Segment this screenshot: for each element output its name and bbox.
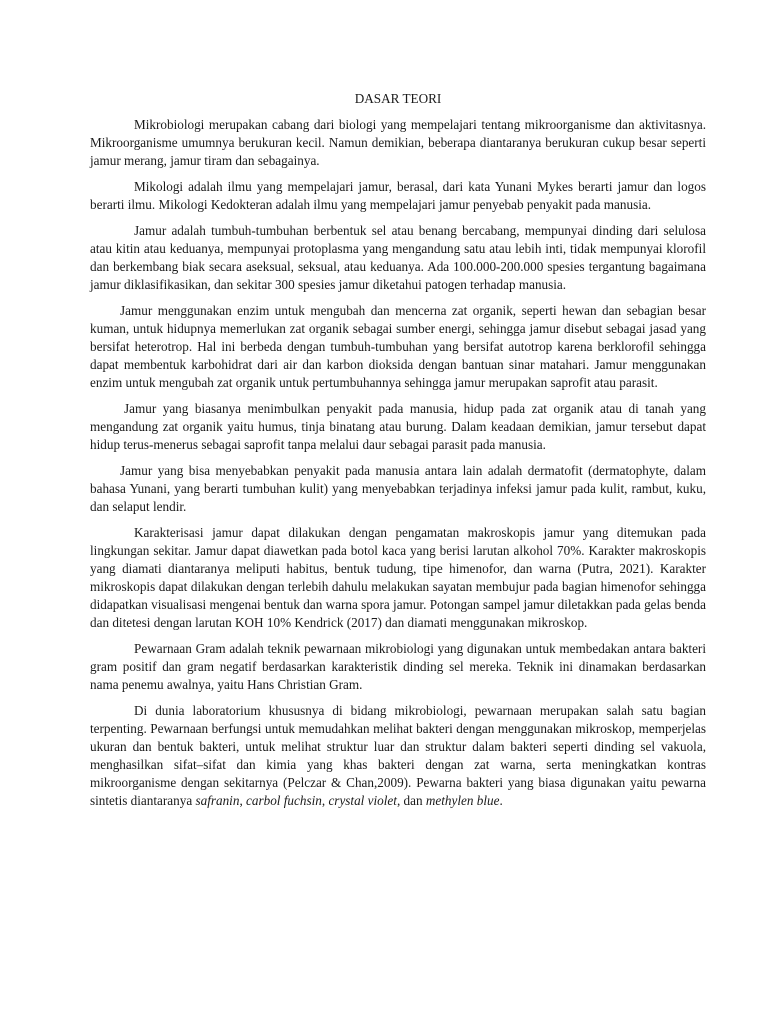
stain-safranin: safranin <box>195 793 240 808</box>
paragraph-dermatofit: Jamur yang bisa menyebabkan penyakit pada manusia antara lain adalah dermatofit (dermatophyte, dalam bahasa Yunani, yang berarti tumbuhan kulit) yang menyebabkan terjadinya infeksi jamur pada kulit, rambut, kuku, dan selaput lendir. <box>90 463 706 514</box>
paragraph-jamur-penyakit: Jamur yang biasanya menimbulkan penyakit pada manusia, hidup pada zat organik atau di tanah yang mengandung zat organik yaitu humus, tinja binatang atau burung. Dalam keadaan demikian, jamur tersebut dapat hidup terus-menerus sebagai saprofit tanpa melalui daur sebagai parasit pada manusia. <box>90 401 706 452</box>
stain-carbol-fuchsin: carbol fuchsin <box>246 793 322 808</box>
stain-methylen-blue: methylen blue <box>425 793 500 808</box>
paragraph-karakterisasi: Karakterisasi jamur dapat dilakukan dengan pengamatan makroskopis jamur yang ditemukan pada lingkungan sekitar. Jamur dapat diawetkan pada botol kaca yang berisi larutan alkohol 70%. Karakter makroskopis yang diamati diantaranya meliputi habitus, bentuk tudung, tipe himenofor, dan warna (Putra, 2021). Karakter mikroskopis dapat dilakukan dengan terlebih dahulu melakukan sayatan membujur pada bagian himenofor sehingga didapatkan visualisasi mengenai bentuk dan warna spora jamur. Potongan sampel jamur diletakkan pada gelas benda dan ditetesi dengan larutan KOH 10% Kendrick (2017) dan diamati menggunakan mikroskop. <box>90 525 706 630</box>
separator: , <box>321 793 329 808</box>
paragraph-mikologi: Mikologi adalah ilmu yang mempelajari jamur, berasal, dari kata Yunani Mykes berarti jamur dan logos berarti ilmu. Mikologi Kedokteran adalah ilmu yang mempelajari jamur penyebab penyakit pada manusia. <box>90 179 706 212</box>
paragraph-end: . <box>499 793 503 808</box>
separator: , dan <box>396 793 426 808</box>
paragraph-mikrobiologi: Mikrobiologi merupakan cabang dari biologi yang mempelajari tentang mikroorganisme dan aktivitasnya. Mikroorganisme umumnya berukuran kecil. Namun demikian, beberapa diantaranya berukuran cukup besar seperti jamur merang, jamur tiram dan sebagainya. <box>90 117 706 168</box>
paragraph-jamur-enzim: Jamur menggunakan enzim untuk mengubah dan mencerna zat organik, seperti hewan dan sebagian besar kuman, untuk hidupnya memerlukan zat organik sebagai sumber energi, sehingga jamur disebut sebagai jasad yang bersifat heterotrop. Hal ini berbeda dengan tumbuh-tumbuhan yang bersifat autotrop karena berklorofil sehingga dapat membentuk karbohidrat dari air dan karbon dioksida dengan bantuan sinar matahari. Jamur menggunakan enzim untuk mengubah zat organik untuk pertumbuhannya sehingga jamur merupakan saprofit atau parasit. <box>90 303 706 390</box>
paragraph-pewarnaan-laboratorium <box>90 702 706 810</box>
paragraph-text: Di dunia laboratorium khususnya di bidang mikrobiologi, pewarnaan merupakan salah satu bagian terpenting. Pewarnaan berfungsi untuk memudahkan melihat bakteri dengan menggunakan mikroskop, memperjelas ukuran dan bentuk bakteri, untuk melihat struktur luar dan struktur dalam bakteri seperti dinding sel vakuola, menghasilkan sifat–sifat dan kimia yang khas bakteri dengan zat warna, serta meningkatkan kontras mikroorganisme dengan sekitarnya (Pelczar & Chan,2009). Pewarna bakteri yang biasa digunakan yaitu pewarna sintetis diantaranya <box>90 703 706 808</box>
page-title: DASAR TEORI <box>354 91 442 106</box>
paragraph-jamur-definisi: Jamur adalah tumbuh-tumbuhan berbentuk sel atau benang bercabang, mempunyai dinding dari selulosa atau kitin atau keduanya, mempunyai protoplasma yang mengandung satu atau lebih inti, tidak mempunyai klorofil dan berkembang biak secara aseksual, seksual, atau keduanya. Ada 100.000-200.000 spesies tergantung bagaimana jamur diklasifikasikan, dan sekitar 300 spesies jamur diketahui patogen terhadap manusia. <box>90 223 706 292</box>
stain-crystal-violet: crystal violet <box>328 793 397 808</box>
paragraph-pewarnaan-gram: Pewarnaan Gram adalah teknik pewarnaan mikrobiologi yang digunakan untuk membedakan antara bakteri gram positif dan gram negatif berdasarkan karakteristik dinding sel mereka. Teknik ini dinamakan berdasarkan nama penemu awalnya, yaitu Hans Christian Gram. <box>90 641 706 692</box>
separator: , <box>239 793 247 808</box>
